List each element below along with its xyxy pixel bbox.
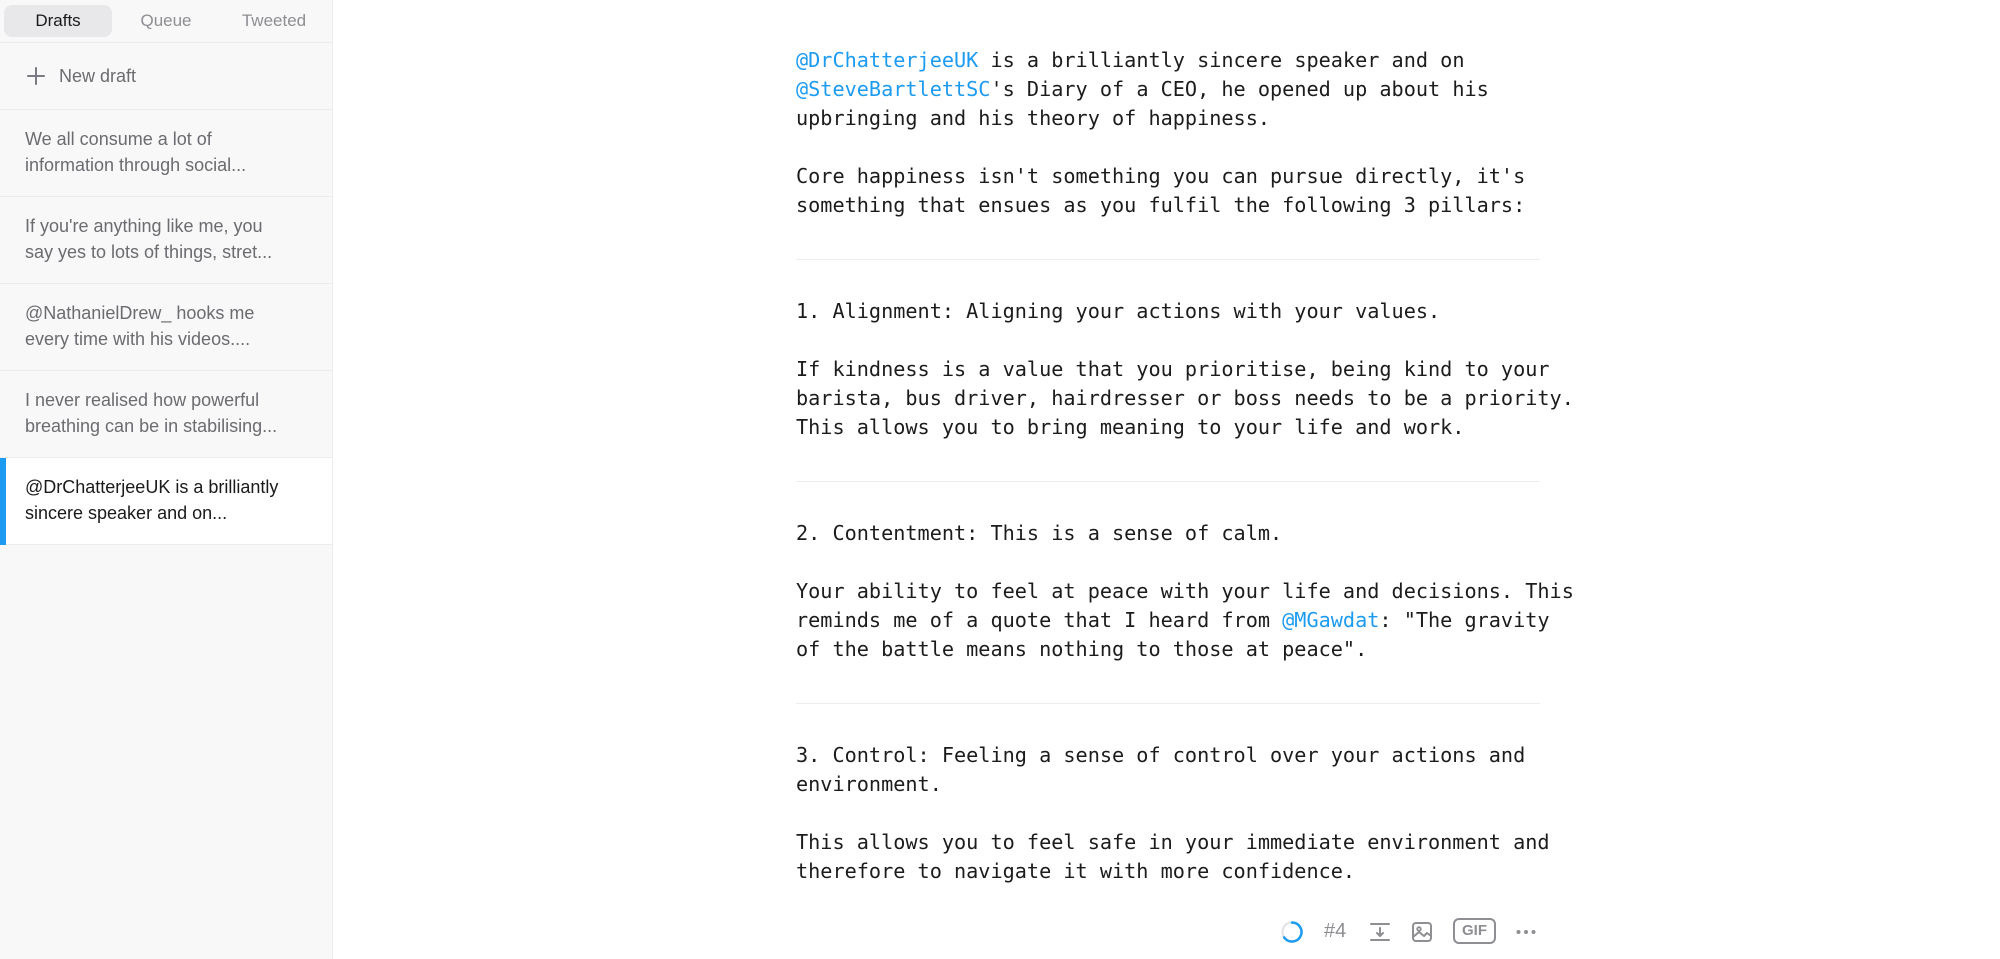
selected-indicator <box>0 458 6 545</box>
editor-line: Core happiness isn't something you can pursue directly, it's <box>796 164 1526 188</box>
plus-icon <box>26 66 46 86</box>
draft-preview <box>25 126 310 178</box>
tweet-divider <box>796 259 1540 260</box>
editor-line: therefore to navigate it with more confidence. <box>796 859 1356 883</box>
draft-preview-line: I never realised how powerful <box>25 390 260 410</box>
draft-list-item[interactable] <box>0 197 332 284</box>
thread-number[interactable]: #4 <box>1324 920 1347 942</box>
editor-line: 2. Contentment: This is a sense of calm. <box>796 521 1283 545</box>
draft-preview <box>25 387 310 439</box>
editor-line: This allows you to bring meaning to your life and work. <box>796 415 1465 439</box>
draft-list-item[interactable] <box>0 284 332 371</box>
draft-preview-line: every time with his videos.... <box>25 329 251 349</box>
tab-tweeted[interactable]: Tweeted <box>241 11 307 30</box>
editor-text: reminds me of a quote that I heard from <box>796 608 1283 632</box>
image-icon[interactable] <box>1410 920 1434 944</box>
drafts-sidebar <box>0 0 333 959</box>
draft-preview-line: We all consume a lot of <box>25 129 212 149</box>
draft-list-item[interactable] <box>0 371 332 458</box>
tab-queue[interactable]: Queue <box>140 11 192 30</box>
new-draft-label: New draft <box>59 66 137 86</box>
progress-ring-icon <box>1280 920 1304 944</box>
thread-split-icon[interactable] <box>1368 920 1392 944</box>
tab-drafts[interactable]: Drafts <box>4 5 112 37</box>
editor-line <box>796 606 1550 635</box>
draft-preview <box>25 213 310 265</box>
editor-line: This allows you to feel safe in your immediate environment and <box>796 830 1550 854</box>
draft-preview-line: information through social... <box>25 155 247 175</box>
new-draft-button[interactable] <box>0 43 332 110</box>
editor-line: barista, bus driver, hairdresser or boss needs to be a priority. <box>796 386 1574 410</box>
draft-preview-line: sincere speaker and on... <box>25 503 228 523</box>
gif-button[interactable]: GIF <box>1453 918 1496 944</box>
editor-line: If kindness is a value that you prioritise, being kind to your <box>796 357 1550 381</box>
tweet-divider <box>796 481 1540 482</box>
editor-line: upbringing and his theory of happiness. <box>796 106 1271 130</box>
draft-preview <box>25 300 310 352</box>
editor-text: : "The gravity <box>1379 608 1550 632</box>
editor-line: environment. <box>796 772 942 796</box>
tweet-divider <box>796 703 1540 704</box>
mention-link[interactable]: @SteveBartlettSC <box>796 77 991 101</box>
draft-preview-line: breathing can be in stabilising... <box>25 416 278 436</box>
editor-line <box>796 46 1464 75</box>
editor-line: Your ability to feel at peace with your life and decisions. This <box>796 579 1574 603</box>
editor-line: something that ensues as you fulfil the following 3 pillars: <box>796 193 1526 217</box>
editor-line: of the battle means nothing to those at peace". <box>796 637 1368 661</box>
editor-line: 1. Alignment: Aligning your actions with your values. <box>796 299 1441 323</box>
thread-editor[interactable] <box>796 0 1574 959</box>
draft-preview-line: say yes to lots of things, stret... <box>25 242 273 262</box>
sidebar-tabs <box>0 0 332 43</box>
draft-preview-line: @DrChatterjeeUK is a brilliantly <box>25 477 279 497</box>
draft-preview-line: If you're anything like me, you <box>25 216 263 236</box>
draft-list-item-selected[interactable] <box>0 458 332 545</box>
editor-line: 3. Control: Feeling a sense of control over your actions and <box>796 743 1526 767</box>
editor-text: is a brilliantly sincere speaker and on <box>978 48 1465 72</box>
draft-list-item[interactable] <box>0 110 332 197</box>
mention-link[interactable]: @MGawdat <box>1282 608 1380 632</box>
more-icon[interactable] <box>1514 920 1538 944</box>
mention-link[interactable]: @DrChatterjeeUK <box>796 48 979 72</box>
draft-preview <box>25 474 310 526</box>
draft-preview-line: @NathanielDrew_ hooks me <box>25 303 255 323</box>
editor-line <box>796 75 1489 104</box>
editor-text: 's Diary of a CEO, he opened up about his <box>990 77 1489 101</box>
